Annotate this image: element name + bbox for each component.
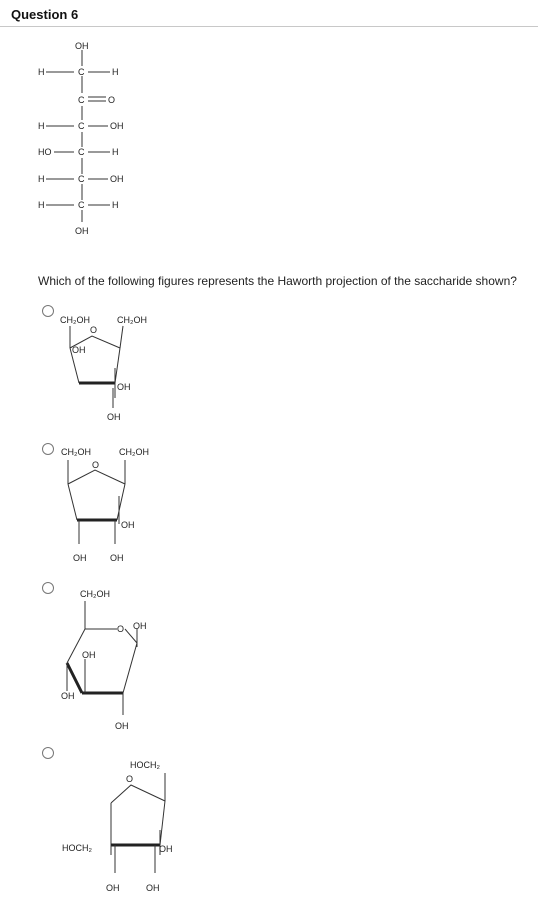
option-b-oh-bottom-left: OH [73, 553, 87, 563]
option-b-ring-o: O [92, 460, 100, 470]
option-b-ch2oh-left: CH₂OH [61, 447, 91, 457]
option-c-ch2oh-top: CH₂OH [80, 589, 110, 599]
option-b-ch2oh-right: CH₂OH [119, 447, 149, 457]
option-a-oh-inner: OH [72, 345, 86, 355]
option-c-oh-top-right: OH [133, 621, 147, 631]
option-b-oh-bottom-right: OH [110, 553, 124, 563]
option-d-oh-bottom-left: OH [106, 883, 120, 893]
option-d-radio[interactable] [42, 747, 54, 759]
fischer-row5-center: C [78, 174, 85, 184]
option-a-structure [55, 308, 175, 428]
option-c-structure [55, 585, 175, 735]
option-d-oh-bottom-right: OH [146, 883, 160, 893]
fischer-row1-center: C [78, 67, 85, 77]
question-prompt: Which of the following figures represents the Haworth projection of the saccharide shown? [38, 274, 517, 288]
fischer-row6-center: C [78, 200, 85, 210]
option-a-ring-o: O [90, 325, 98, 335]
option-d-hoch2-left: HOCH₂ [62, 843, 92, 853]
fischer-row5-left: H [38, 174, 45, 184]
option-d-structure [55, 755, 195, 905]
fischer-row1-right: H [112, 67, 119, 77]
option-b-radio[interactable] [42, 443, 54, 455]
fischer-row4-right: H [112, 147, 119, 157]
option-c-oh-left: OH [61, 691, 75, 701]
option-b-structure [55, 446, 175, 566]
fischer-row2-right: O [108, 95, 116, 105]
fischer-row6-right: H [112, 200, 119, 210]
option-c-oh-bottom: OH [115, 721, 129, 731]
option-a-ch2oh-right: CH₂OH [117, 315, 147, 325]
option-a-ch2oh-left: CH₂OH [60, 315, 90, 325]
option-a-radio[interactable] [42, 305, 54, 317]
option-a-oh-bottom: OH [107, 412, 121, 422]
fischer-row5-right: OH [110, 174, 124, 184]
option-a-oh-right: OH [117, 382, 131, 392]
fischer-row3-center: C [78, 121, 85, 131]
fischer-projection [30, 38, 140, 238]
option-c-radio[interactable] [42, 582, 54, 594]
option-c-ring-o: O [117, 624, 125, 634]
fischer-row4-center: C [78, 147, 85, 157]
question-header [0, 0, 538, 27]
fischer-row2-center: C [78, 95, 85, 105]
fischer-row4-left: HO [38, 147, 52, 157]
option-d-hoch2-top: HOCH₂ [130, 760, 160, 770]
option-d-ring-o: O [126, 774, 134, 784]
fischer-row3-left: H [38, 121, 45, 131]
fischer-row6-left: H [38, 200, 45, 210]
fischer-row1-left: H [38, 67, 45, 77]
fischer-row3-right: OH [110, 121, 124, 131]
option-c-oh-inner: OH [82, 650, 96, 660]
fischer-top-oh: OH [75, 41, 89, 51]
option-d-oh-right: OH [159, 844, 173, 854]
question-title: Question 6 [11, 7, 79, 22]
option-b-oh-right: OH [121, 520, 135, 530]
fischer-bottom-oh: OH [75, 226, 89, 236]
